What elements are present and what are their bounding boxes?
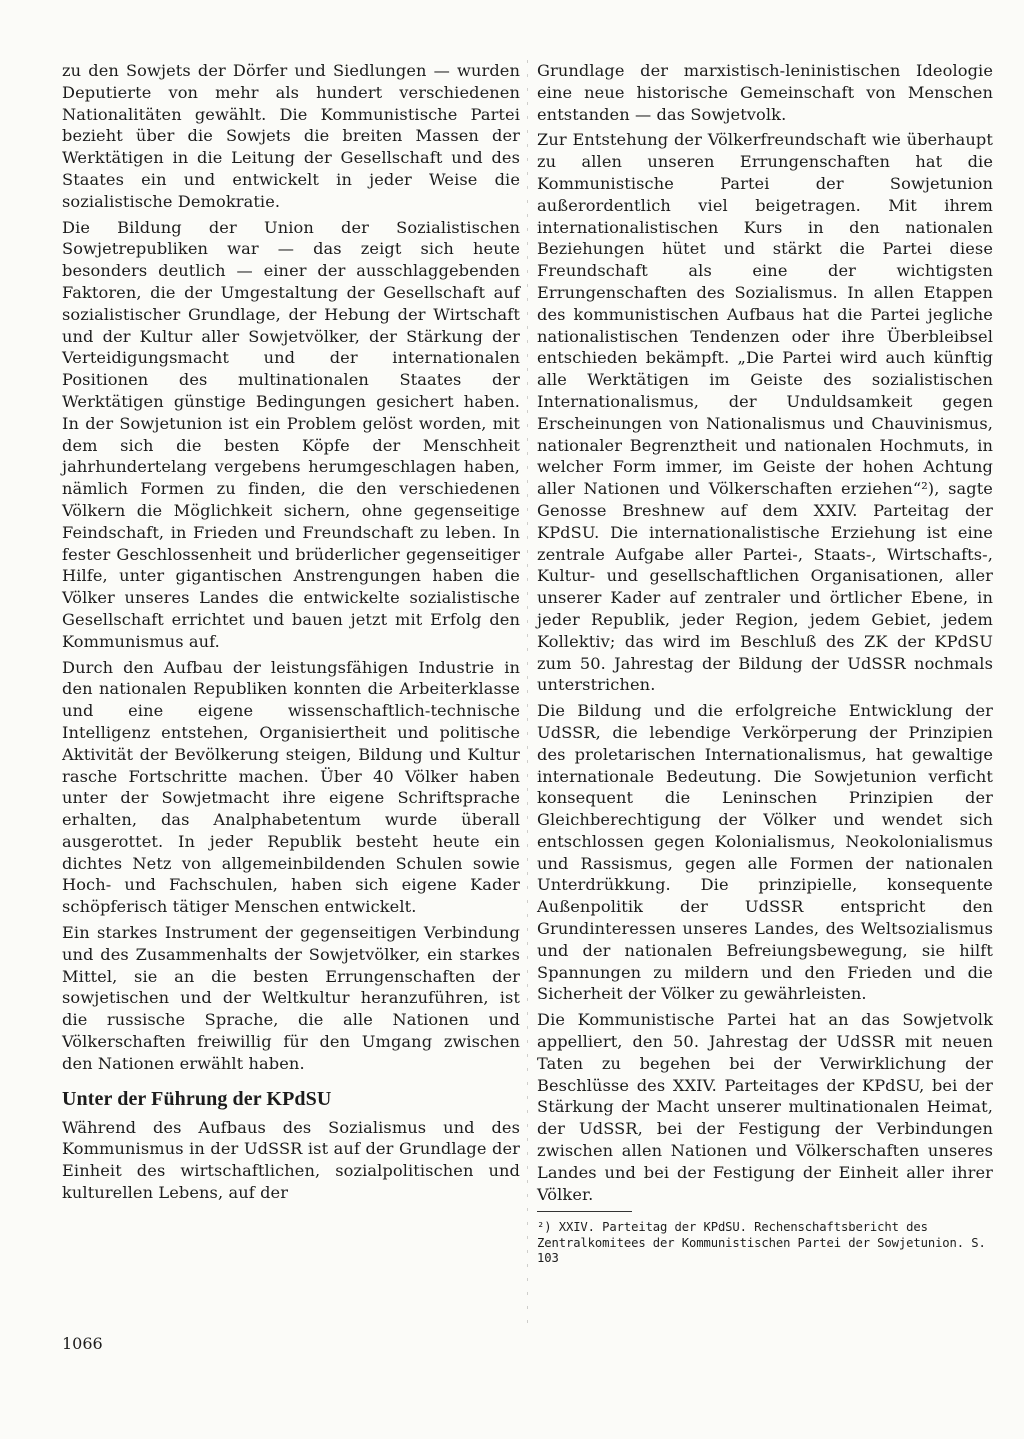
paragraph: Die Bildung und die erfolgreiche Entwicklung der UdSSR, die lebendige Verkörperung der Prinzipien des proletarischen Internationalismus, hat gewaltige internationale Bedeutung. Die Sowjetunion verficht konsequent die Leninschen Prinzipien der Gleichberechtigung der Völker und wendet sich entschlossen gegen Kolonialismus, Neokolonialismus und Rassismus, gegen alle Formen der nationalen Unterdrükkung. Die prinzipielle, konsequente Außenpolitik der UdSSR entspricht den Grundinteressen unseres Landes, des Weltsozialismus und der nationalen Befreiungsbewegung, sie hilft Spannungen zu mildern und den Frieden und die Sicherheit der Völker zu gewährleisten. <box>537 701 993 1004</box>
paragraph: Während des Aufbaus des Sozialismus und des Kommunismus in der UdSSR ist auf der Grundlage der Einheit des wirtschaftlichen, sozialpolitischen und kulturellen Lebens, auf der <box>62 1117 520 1203</box>
paragraph: Zur Entstehung der Völkerfreundschaft wie überhaupt zu allen unseren Errungenschaften hat die Kommunistische Partei der Sowjetunion außerordentlich viel beigetragen. Mit ihrem internationalistischen Kurs in den nationalen Beziehungen hütet und stärkt die Partei diese Freundschaft als eine der wichtigsten Errungenschaften des Sozialismus. In allen Etappen des kommunistischen Aufbaus hat die Partei jegliche nationalistischen Tendenzen oder ihre Überbleibsel entschieden bekämpft. „Die Partei wird auch künftig alle Werktätigen im Geiste des sozialistischen Internationalismus, der Unduldsamkeit gegen Erscheinungen von Nationalismus und Chauvinismus, nationaler Begrenztheit und nationalen Hochmuts, in welcher Form immer, im Geiste der hohen Achtung aller Nationen und Völkerschaften erziehen“²), sagte Genosse Breshnew auf dem XXIV. Parteitag der KPdSU. Die internationalistische Erziehung ist eine zentrale Aufgabe aller Partei-, Staats-, Wirtschafts-, Kultur- und gesellschaftlichen Organisationen, aller unserer Kader auf zentraler und örtlicher Ebene, in jeder Republik, jeder Region, jedem Gebiet, jedem Kollektiv; das wird im Beschluß des ZK der KPdSU zum 50. Jahrestag der Bildung der UdSSR nochmals unterstrichen. <box>537 130 993 695</box>
page-number: 1066 <box>62 1334 103 1353</box>
right-column <box>537 60 993 1267</box>
paragraph: Die Kommunistische Partei hat an das Sowjetvolk appelliert, den 50. Jahrestag der UdSSR mit neuen Taten zu begehen bei der Verwirklichung der Beschlüsse des XXIV. Parteitages der KPdSU, bei der Stärkung der Macht unserer multinationalen Heimat, der UdSSR, bei der Festigung der Verbindungen zwischen allen Nationen und Völkerschaften unseres Landes und bei der Festigung der Einheit aller ihrer Völker. <box>537 1010 993 1204</box>
section-heading: Unter der Führung der KPdSU <box>62 1087 332 1110</box>
column-gutter <box>527 60 528 1330</box>
paragraph: zu den Sowjets der Dörfer und Siedlungen — wurden Deputierte von mehr als hundert verschiedenen Nationalitäten gewählt. Die Kommunistische Partei bezieht über die Sowjets die breiten Massen der Werktätigen in die Leitung der Gesellschaft und des Staates ein und entwickelt in jeder Weise die sozialistische Demokratie. <box>62 61 520 211</box>
left-column <box>62 60 520 1208</box>
footnote: ²) XXIV. Parteitag der KPdSU. Rechenschaftsbericht des Zentralkomitees der Kommunistischen Partei der Sowjetunion. S. 103 <box>537 1220 986 1266</box>
paragraph: Durch den Aufbau der leistungsfähigen Industrie in den nationalen Republiken konnten die Arbeiterklasse und eine eigene wissenschaftlich-technische Intelligenz entstehen, Organisiertheit und politische Aktivität der Bevölkerung steigen, Bildung und Kultur rasche Fortschritte machen. Über 40 Völker haben unter der Sowjetmacht ihre eigene Schriftsprache erhalten, das Analphabetentum wurde überall ausgerottet. In jeder Republik besteht heute ein dichtes Netz von allgemeinbildenden Schulen sowie Hoch- und Fachschulen, haben sich eigene Kader schöpferisch tätiger Menschen entwickelt. <box>62 657 520 917</box>
paragraph: Ein starkes Instrument der gegenseitigen Verbindung und des Zusammenhalts der Sowjetvölker, ein starkes Mittel, sie an die besten Errungenschaften der sowjetischen und der Weltkultur heranzuführen, ist die russische Sprache, die alle Nationen und Völkerschaften freiwillig für den Umgang zwischen den Nationen erwählt haben. <box>62 923 520 1073</box>
paragraph: Die Bildung der Union der Sozialistischen Sowjetrepubliken war — das zeigt sich heute besonders deutlich — einer der ausschlaggebenden Faktoren, die der Umgestaltung der Gesellschaft auf sozialistischer Grundlage, der Hebung der Wirtschaft und der Kultur aller Sowjetvölker, der Stärkung der Verteidigungsmacht und der internationalen Positionen des multinationalen Staates der Werktätigen günstige Bedingungen gesichert haben. In der Sowjetunion ist ein Problem gelöst worden, mit dem sich die besten Köpfe der Menschheit jahrhundertelang vergebens herumgeschlagen haben, nämlich Formen zu finden, die den verschiedenen Völkern die Möglichkeit sichern, ohne gegenseitige Feindschaft, in Frieden und Freundschaft zu leben. In fester Geschlossenheit und brüderlicher gegenseitiger Hilfe, unter gigantischen Anstrengungen haben die Völker unseres Landes die entwickelte sozialistische Gesellschaft errichtet und bauen jetzt mit Erfolg den Kommunismus auf. <box>62 217 520 651</box>
paragraph: Grundlage der marxistisch-leninistischen Ideologie eine neue historische Gemeinschaft von Menschen entstanden — das Sowjetvolk. <box>537 61 993 124</box>
footnote-rule <box>537 1211 632 1212</box>
